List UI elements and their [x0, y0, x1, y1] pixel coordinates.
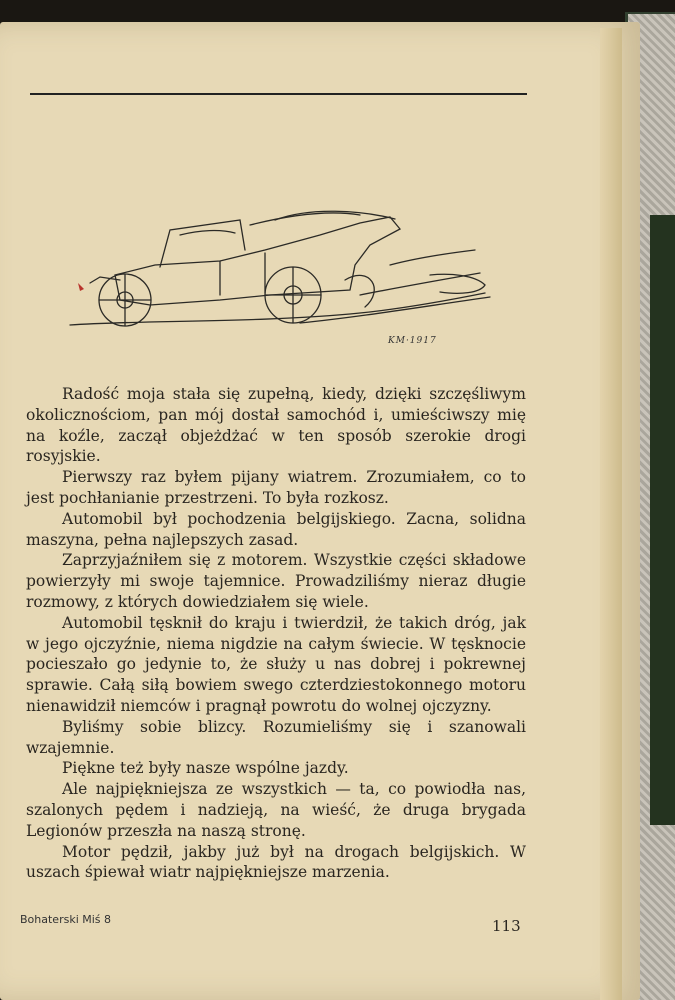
- body-text: [26, 384, 526, 883]
- paragraph: Piękne też były nasze wspólne jazdy.: [62, 759, 349, 778]
- cover-green-board: [650, 215, 675, 825]
- page-number: 113: [492, 917, 521, 935]
- paragraph: Pierwszy raz byłem pijany wiatrem. Zrozumiałem, co to jest pochłanianie przestrzeni. To była rozkosz.: [26, 468, 526, 507]
- paragraph: Automobil tęsknił do kraju i twierdził, że takich dróg, jak w jego ojczyźnie, niema nigdzie na całym świecie. W tęsknocie pocieszało go jedynie to, że służy u nas dobrej i pokrewnej sprawie. Całą siłą bowiem swego czterdziestokonnego motoru nienawidził niemców i pragnął powrotu do wolnej ojczyzny.: [26, 613, 526, 715]
- paragraph: Zaprzyjaźniłem się z motorem. Wszystkie części składowe powierzyły mi swoje tajemnice. Prowadziliśmy nieraz długie rozmowy, z których dowiedziałem się wiele.: [26, 551, 526, 611]
- paragraph: Automobil był pochodzenia belgijskiego. Zacna, solidna maszyna, pełna najlepszych zasad.: [26, 509, 526, 549]
- signature-mark: Bohaterski Miś 8: [20, 913, 112, 926]
- paragraph: Ale najpiękniejsza ze wszystkich — ta, co powiodła nas, szalonych pędem i nadzieją, na wieść, że druga brygada Legionów przeszła na naszą stronę.: [26, 780, 526, 840]
- paragraph: Motor pędził, jakby już był na drogach belgijskich. W uszach śpiewał wiatr najpiękniejsze marzenia.: [26, 842, 526, 882]
- page-edge: [600, 28, 622, 1000]
- header-rule: [30, 93, 527, 95]
- paragraph: Radość moja stała się zupełną, kiedy, dzięki szczęśliwym okolicznościom, pan mój dostał samochód i, umieściwszy mię na koźle, zaczął objeżdżać w ten sposób szerokie drogi rosyjskie.: [26, 385, 526, 466]
- paragraph: Byliśmy sobie blizcy. Rozumieliśmy się i szanowali wzajemnie.: [26, 717, 526, 757]
- artist-signature: KM·1917: [388, 336, 437, 346]
- car-illustration: [60, 195, 500, 355]
